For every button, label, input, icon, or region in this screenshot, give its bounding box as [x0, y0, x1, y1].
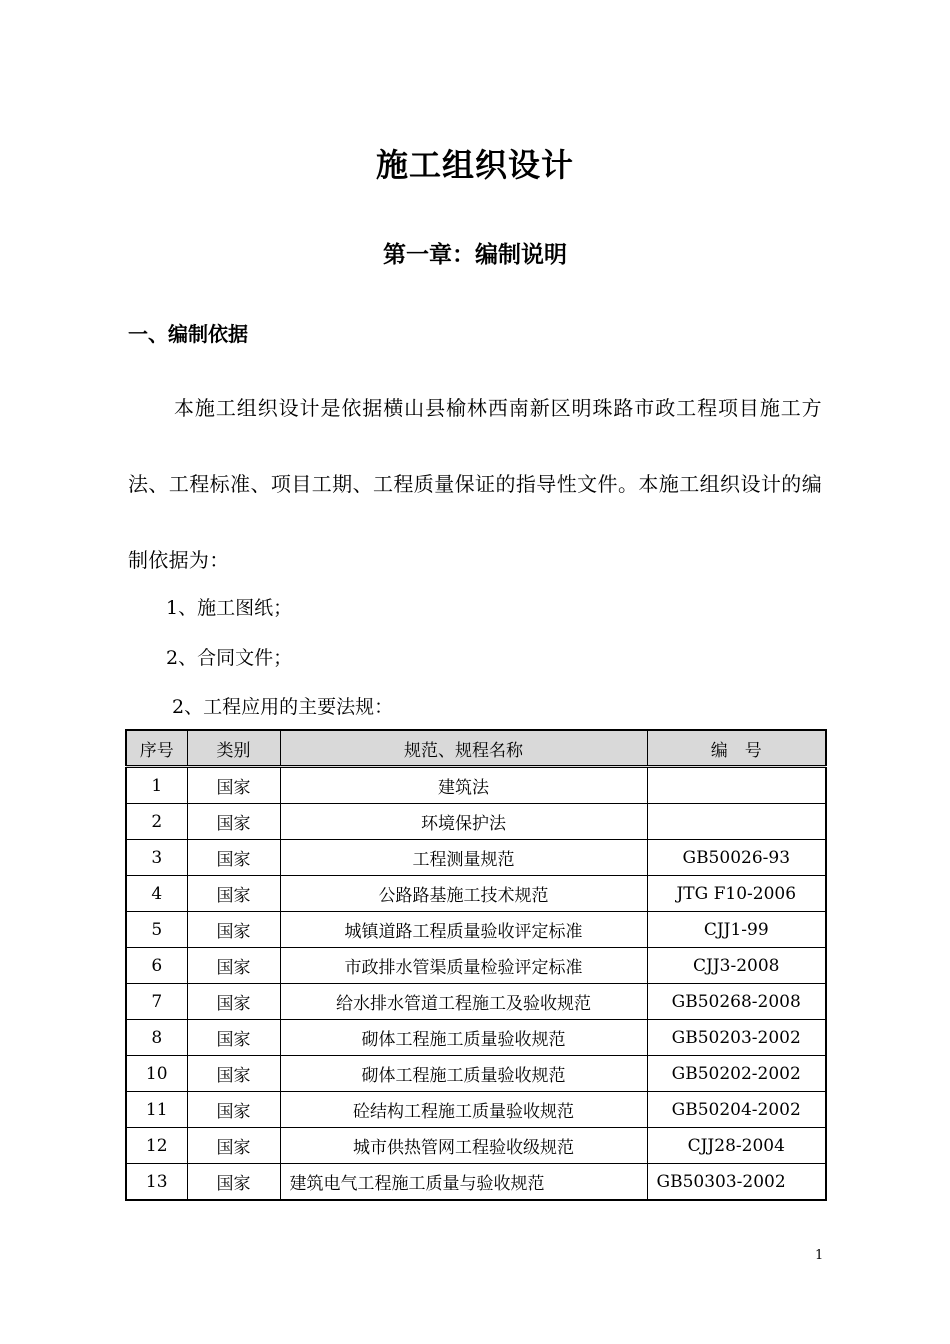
table-row	[126, 1020, 826, 1056]
cell-code: GB50026-93	[647, 840, 826, 876]
cell-name: 建筑电气工程施工质量与验收规范	[280, 1164, 647, 1201]
cell-category: 国家	[187, 876, 280, 912]
cell-category: 国家	[187, 948, 280, 984]
page-number: 1	[815, 1248, 824, 1263]
table-row	[126, 767, 826, 804]
cell-code: CJJ1-99	[647, 912, 826, 948]
cell-code: GB50203-2002	[647, 1020, 826, 1056]
cell-name: 市政排水管渠质量检验评定标准	[280, 948, 647, 984]
cell-code: GB50303-2002	[647, 1164, 826, 1201]
cell-code: CJJ3-2008	[647, 948, 826, 984]
table-row	[126, 1056, 826, 1092]
cell-category: 国家	[187, 1164, 280, 1201]
cell-index: 12	[126, 1128, 187, 1164]
table-header-row	[126, 730, 826, 767]
table-row	[126, 1128, 826, 1164]
cell-name: 城镇道路工程质量验收评定标准	[280, 912, 647, 948]
cell-code: GB50204-2002	[647, 1092, 826, 1128]
intro-paragraph: 本施工组织设计是依据横山县榆林西南新区明珠路市政工程项目施工方法、工程标准、项目工期、工程质量保证的指导性文件。本施工组织设计的编制依据为：	[128, 396, 822, 572]
cell-index: 2	[126, 804, 187, 840]
cell-name: 砌体工程施工质量验收规范	[280, 1056, 647, 1092]
cell-index: 4	[126, 876, 187, 912]
cell-code: GB50268-2008	[647, 984, 826, 1020]
cell-name: 环境保护法	[280, 804, 647, 840]
cell-index: 6	[126, 948, 187, 984]
cell-code: CJJ28-2004	[647, 1128, 826, 1164]
header-name: 规范、规程名称	[280, 730, 647, 767]
cell-category: 国家	[187, 1056, 280, 1092]
cell-category: 国家	[187, 1128, 280, 1164]
cell-index: 8	[126, 1020, 187, 1056]
cell-name: 建筑法	[280, 767, 647, 804]
cell-code	[647, 804, 826, 840]
header-index: 序号	[126, 730, 187, 767]
cell-category: 国家	[187, 1092, 280, 1128]
cell-code	[647, 767, 826, 804]
cell-index: 5	[126, 912, 187, 948]
cell-index: 13	[126, 1164, 187, 1201]
document-title: 施工组织设计	[375, 146, 574, 184]
table-row	[126, 876, 826, 912]
cell-category: 国家	[187, 840, 280, 876]
list-item: 1、施工图纸；	[166, 597, 293, 619]
table-row	[126, 1164, 826, 1201]
cell-category: 国家	[187, 767, 280, 804]
cell-index: 7	[126, 984, 187, 1020]
table-row	[126, 948, 826, 984]
header-code: 编 号	[647, 730, 826, 767]
cell-name: 给水排水管道工程施工及验收规范	[280, 984, 647, 1020]
cell-index: 11	[126, 1092, 187, 1128]
cell-index: 1	[126, 767, 187, 804]
cell-code: GB50202-2002	[647, 1056, 826, 1092]
header-category: 类别	[187, 730, 280, 767]
cell-name: 工程测量规范	[280, 840, 647, 876]
table-row	[126, 1092, 826, 1128]
cell-index: 3	[126, 840, 187, 876]
cell-category: 国家	[187, 912, 280, 948]
cell-index: 10	[126, 1056, 187, 1092]
cell-category: 国家	[187, 984, 280, 1020]
chapter-heading: 第一章：编制说明	[383, 242, 567, 268]
cell-name: 城市供热管网工程验收级规范	[280, 1128, 647, 1164]
cell-name: 公路路基施工技术规范	[280, 876, 647, 912]
table-row	[126, 984, 826, 1020]
cell-category: 国家	[187, 1020, 280, 1056]
cell-code: JTG F10-2006	[647, 876, 826, 912]
table-row	[126, 840, 826, 876]
table-row	[126, 804, 826, 840]
list-item: 2、合同文件；	[166, 647, 293, 669]
list-item: 2、工程应用的主要法规：	[172, 696, 394, 718]
regulations-table	[125, 729, 827, 1201]
table-row	[126, 912, 826, 948]
cell-category: 国家	[187, 804, 280, 840]
cell-name: 砼结构工程施工质量验收规范	[280, 1092, 647, 1128]
section-heading: 一、编制依据	[128, 322, 248, 346]
cell-name: 砌体工程施工质量验收规范	[280, 1020, 647, 1056]
